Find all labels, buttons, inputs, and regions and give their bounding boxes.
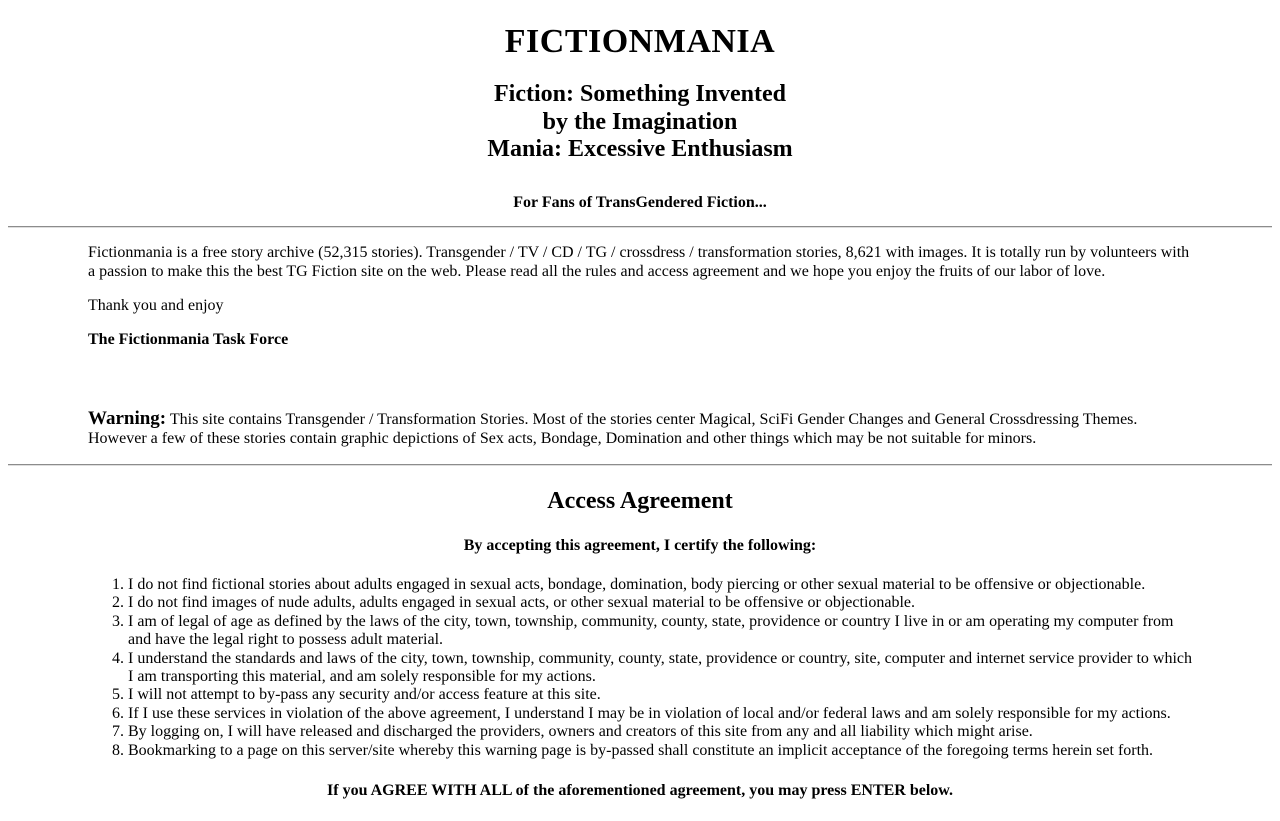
agreement-list — [88, 576, 1192, 760]
thanks-text: Thank you and enjoy — [88, 297, 224, 315]
agreement-item-7: 7. By logging on, I will have released and discharged the providers, owners and creators of this site from any and all liability which might arise. — [128, 723, 1192, 741]
top-divider — [8, 226, 1272, 228]
intro-paragraph: Fictionmania is a free story archive (52,315 stories). Transgender / TV / CD / TG / crossdress / transformation stories, 8,621 with images. It is totally run by volunteers with a passion to make this the best TG Fiction site on the web. Please read all the rules and access agreement and we hope you enjoy the fruits of our labor of love. — [88, 244, 1190, 280]
page-subtitle — [8, 81, 1272, 164]
subtitle-line-3: Mania: Excessive Enthusiasm — [487, 136, 793, 163]
agreement-section — [8, 488, 1272, 800]
subtitle-line-2: by the Imagination — [542, 108, 738, 135]
warning-paragraph — [88, 408, 1192, 448]
intro-section — [88, 244, 1192, 448]
agreement-intro: By accepting this agreement, I certify the following: — [463, 536, 817, 554]
agreement-item-5: 5. I will not attempt to by-pass any security and/or access feature at this site. — [128, 686, 1192, 704]
subtitle-line-1: Fiction: Something Invented — [493, 81, 786, 108]
fictionmania-entry-page — [8, 22, 1272, 800]
signature-text: The Fictionmania Task Force — [88, 331, 289, 349]
agreement-footer: If you AGREE WITH ALL of the aforementioned agreement, you may press ENTER below. — [327, 781, 953, 799]
warning-text: This site contains Transgender / Transformation Stories. Most of the stories center Magical, SciFi Gender Changes and General Crossdressing Themes. However a few of these stories contain graphic depictions of Sex acts, Bondage, Domination and other things which may be not suitable for minors. — [88, 410, 1138, 447]
agreement-divider — [8, 464, 1272, 466]
agreement-item-8: 8. Bookmarking to a page on this server/site whereby this warning page is by-passed shall constitute an implicit acceptance of the foregoing terms herein set forth. — [128, 742, 1192, 760]
tagline: For Fans of TransGendered Fiction... — [513, 193, 767, 211]
agreement-item-2: 2. I do not find images of nude adults, adults engaged in sexual acts, or other sexual material to be offensive or objectionable. — [128, 594, 1192, 612]
agreement-heading: Access Agreement — [547, 488, 733, 515]
page-header — [8, 22, 1272, 212]
agreement-item-6: 6. If I use these services in violation of the above agreement, I understand I may be in violation of local and/or federal laws and am solely responsible for my actions. — [128, 705, 1192, 723]
agreement-item-4: 4. I understand the standards and laws of the city, town, township, community, county, state, providence or country, site, computer and internet service provider to which I am transporting this material, and am solely responsible for my actions. — [128, 650, 1192, 687]
agreement-item-1: 1. I do not find fictional stories about adults engaged in sexual acts, bondage, domination, body piercing or other sexual material to be offensive or objectionable. — [128, 576, 1192, 594]
agreement-item-3: 3. I am of legal of age as defined by the laws of the city, town, township, community, county, state, providence or country I live in or am operating my computer from and have the legal right to possess adult material. — [128, 613, 1192, 650]
page-title: FICTIONMANIA — [504, 23, 776, 60]
warning-label: Warning: — [88, 407, 167, 429]
